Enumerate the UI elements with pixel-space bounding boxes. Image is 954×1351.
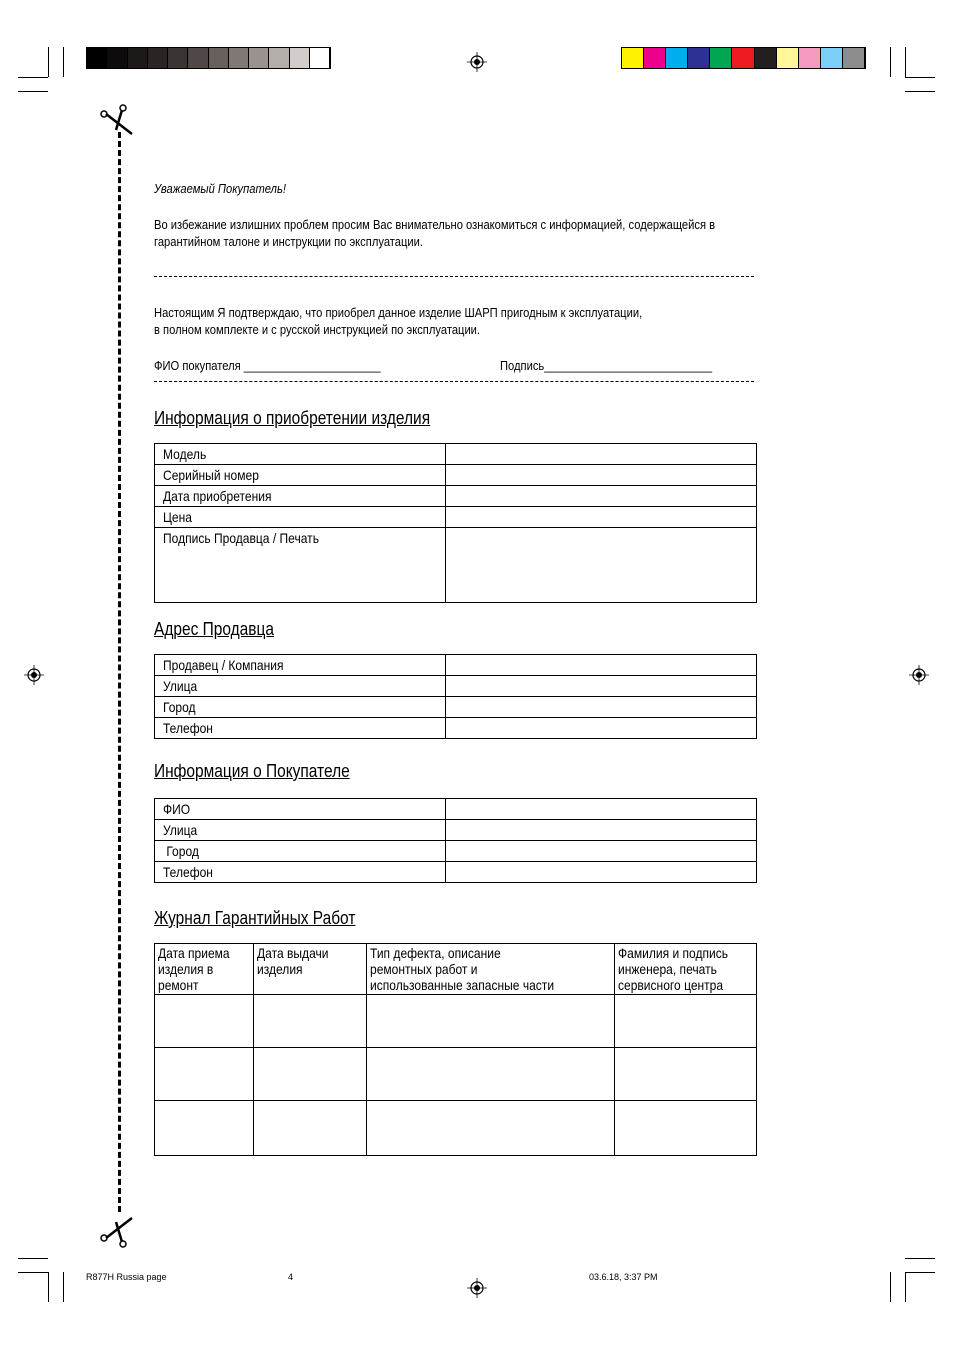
- color-swatch: [188, 48, 208, 68]
- section-heading: Журнал Гарантийных Работ: [154, 908, 356, 928]
- purchase-table: [154, 443, 757, 603]
- table-row: [155, 820, 757, 841]
- table-cell[interactable]: [155, 1048, 254, 1101]
- crop-mark: [18, 1272, 48, 1273]
- table-row: [155, 676, 757, 697]
- row-value-cell[interactable]: [446, 862, 757, 883]
- crop-mark: [63, 1272, 64, 1302]
- customer-table: [154, 798, 757, 883]
- crop-mark: [905, 47, 906, 77]
- table-row: [155, 718, 757, 739]
- row-value-cell[interactable]: [446, 465, 757, 486]
- warranty-log-table: [154, 943, 757, 1156]
- row-label: Улица: [155, 820, 446, 841]
- cut-line: [118, 132, 121, 1212]
- table-row: [155, 655, 757, 676]
- crop-mark: [18, 1258, 48, 1259]
- intro-text: Во избежание излишних проблем просим Вас внимательно ознакомиться с информацией, содержащейся в: [154, 217, 716, 232]
- color-swatch: [87, 48, 107, 68]
- footer-filename: R877H Russia page: [86, 1272, 167, 1282]
- greeting: Уважаемый Покупатель!: [154, 181, 286, 196]
- divider: [154, 276, 754, 277]
- divider: [154, 381, 754, 382]
- column-header: Дата выдачи изделия: [254, 944, 367, 995]
- color-swatch: [290, 48, 310, 68]
- color-swatch: [710, 48, 732, 68]
- registration-mark-icon: [467, 52, 487, 72]
- table-cell[interactable]: [367, 1101, 615, 1156]
- signature-field[interactable]: Подпись___________________________: [500, 358, 713, 373]
- intro-text: гарантийном талоне и инструкции по эксплуатации.: [154, 234, 424, 249]
- table-cell[interactable]: [367, 1048, 615, 1101]
- row-label: Дата приобретения: [155, 486, 446, 507]
- row-label: Улица: [155, 676, 446, 697]
- row-value-cell[interactable]: [446, 820, 757, 841]
- section-heading: Информация о Покупателе: [154, 761, 350, 781]
- crop-mark: [905, 1272, 935, 1273]
- table-row: [155, 528, 757, 603]
- row-value-cell[interactable]: [446, 841, 757, 862]
- table-cell[interactable]: [615, 1048, 757, 1101]
- registration-mark-icon: [909, 665, 929, 685]
- color-swatch: [799, 48, 821, 68]
- table-cell[interactable]: [615, 1101, 757, 1156]
- color-swatch: [310, 48, 330, 68]
- column-header: Дата приема изделия в ремонт: [155, 944, 254, 995]
- color-swatch: [128, 48, 148, 68]
- color-swatch: [777, 48, 799, 68]
- crop-mark: [905, 1258, 935, 1259]
- table-row: [155, 507, 757, 528]
- table-row: [155, 841, 757, 862]
- section-heading: Адрес Продавца: [154, 619, 274, 639]
- crop-mark: [905, 91, 935, 92]
- color-swatch: [269, 48, 289, 68]
- row-label: Модель: [155, 444, 446, 465]
- buyer-name-field[interactable]: ФИО покупателя ______________________: [154, 358, 381, 373]
- row-value-cell[interactable]: [446, 507, 757, 528]
- crop-mark: [18, 77, 48, 78]
- section-heading: Информация о приобретении изделия: [154, 408, 431, 428]
- table-row: [155, 1101, 757, 1156]
- color-swatch: [755, 48, 777, 68]
- row-value-cell[interactable]: [446, 444, 757, 465]
- color-swatch: [666, 48, 688, 68]
- row-label: Телефон: [155, 718, 446, 739]
- color-swatch: [148, 48, 168, 68]
- table-row: [155, 995, 757, 1048]
- table-cell[interactable]: [254, 1048, 367, 1101]
- color-swatch: [229, 48, 249, 68]
- table-cell[interactable]: [615, 995, 757, 1048]
- footer-page-number: 4: [288, 1272, 294, 1282]
- row-label: Город: [155, 841, 446, 862]
- table-row: [155, 862, 757, 883]
- table-header-row: [155, 944, 757, 995]
- table-row: [155, 799, 757, 820]
- color-bar: [621, 47, 866, 69]
- row-label: Подпись Продавца / Печать: [155, 528, 446, 603]
- crop-mark: [905, 1272, 906, 1302]
- row-value-cell[interactable]: [446, 718, 757, 739]
- row-label: Цена: [155, 507, 446, 528]
- registration-mark-icon: [24, 665, 44, 685]
- crop-mark: [63, 47, 64, 77]
- crop-mark: [48, 47, 49, 77]
- color-swatch: [843, 48, 865, 68]
- row-value-cell[interactable]: [446, 528, 757, 603]
- color-swatch: [107, 48, 127, 68]
- column-header: Тип дефекта, описание ремонтных работ и использованные запасные части: [367, 944, 615, 995]
- table-row: [155, 697, 757, 718]
- row-label: Продавец / Компания: [155, 655, 446, 676]
- crop-mark: [905, 77, 935, 78]
- table-cell[interactable]: [155, 995, 254, 1048]
- footer-date: 03.6.18, 3:37 PM: [589, 1272, 658, 1282]
- seller-table: [154, 654, 757, 739]
- color-swatch: [168, 48, 188, 68]
- table-cell[interactable]: [367, 995, 615, 1048]
- row-label: Серийный номер: [155, 465, 446, 486]
- row-label: Телефон: [155, 862, 446, 883]
- color-swatch: [688, 48, 710, 68]
- row-value-cell[interactable]: [446, 697, 757, 718]
- grayscale-bar: [86, 47, 331, 69]
- color-swatch: [249, 48, 269, 68]
- table-cell[interactable]: [155, 1101, 254, 1156]
- confirm-text: Настоящим Я подтверждаю, что приобрел данное изделие ШАРП пригодным к эксплуатации,: [154, 305, 643, 320]
- table-row: [155, 465, 757, 486]
- color-swatch: [644, 48, 666, 68]
- color-swatch: [821, 48, 843, 68]
- scissors-icon: [100, 1212, 136, 1248]
- row-label: Город: [155, 697, 446, 718]
- crop-mark: [18, 91, 48, 92]
- row-value-cell[interactable]: [446, 486, 757, 507]
- column-header: Фамилия и подпись инженера, печать сервисного центра: [615, 944, 757, 995]
- table-row: [155, 444, 757, 465]
- confirm-text: в полном комплекте и с русской инструкцией по эксплуатации.: [154, 322, 481, 337]
- row-value-cell[interactable]: [446, 655, 757, 676]
- row-value-cell[interactable]: [446, 676, 757, 697]
- table-cell[interactable]: [254, 1101, 367, 1156]
- row-value-cell[interactable]: [446, 799, 757, 820]
- registration-mark-icon: [467, 1278, 487, 1298]
- crop-mark: [48, 1272, 49, 1302]
- table-row: [155, 1048, 757, 1101]
- crop-mark: [890, 47, 891, 77]
- color-swatch: [622, 48, 644, 68]
- crop-mark: [890, 1272, 891, 1302]
- color-swatch: [209, 48, 229, 68]
- row-label: ФИО: [155, 799, 446, 820]
- table-cell[interactable]: [254, 995, 367, 1048]
- table-row: [155, 486, 757, 507]
- color-swatch: [732, 48, 754, 68]
